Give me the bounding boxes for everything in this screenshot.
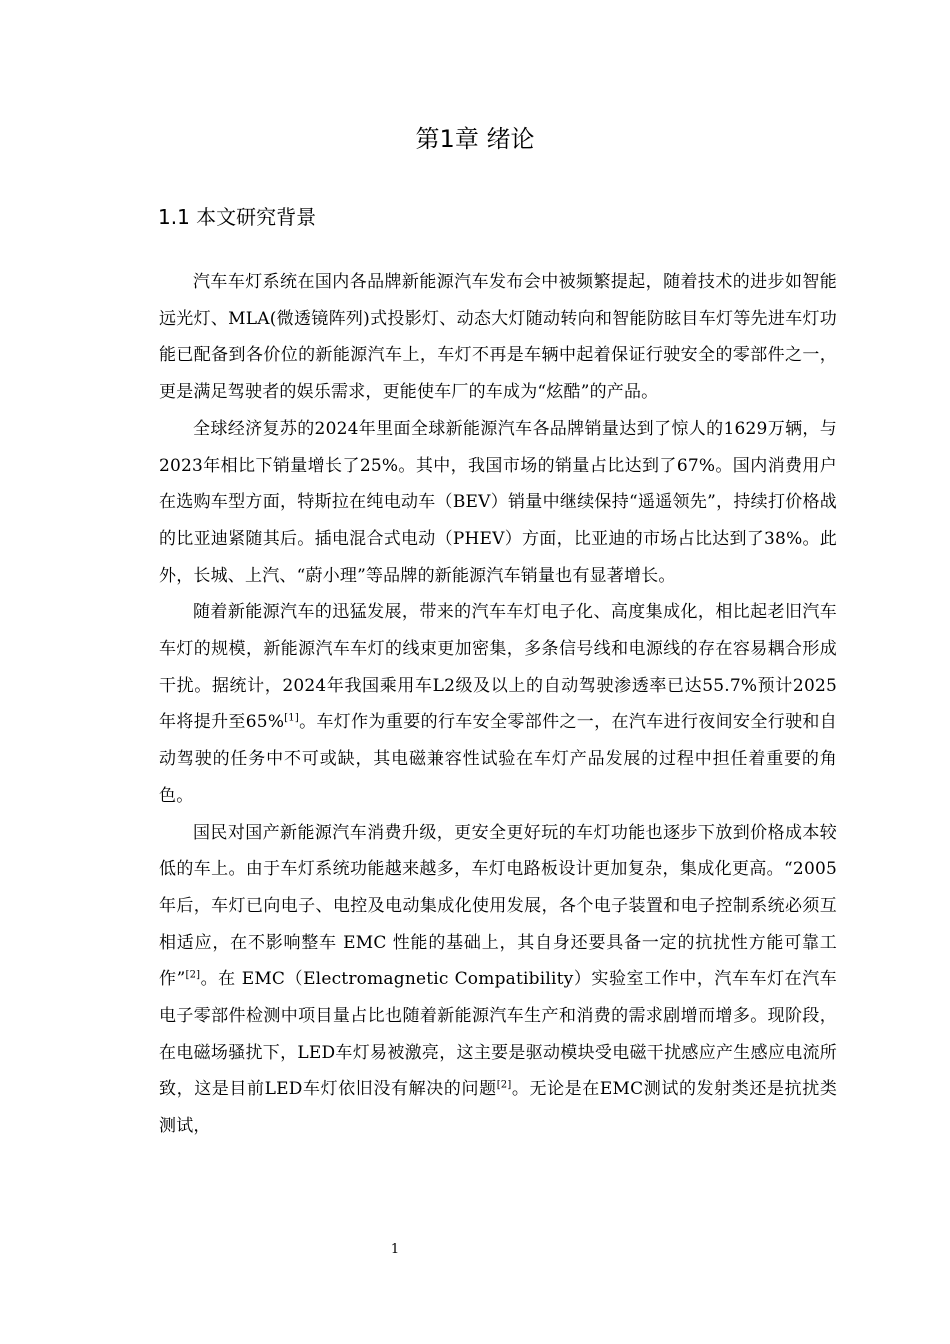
section-title: 1.1 本文研究背景 bbox=[158, 205, 317, 229]
citation-ref: [2] bbox=[185, 969, 201, 981]
paragraph-text: 。在 EMC（Electromagnetic Compatibility）实验室工作中，汽车车灯在汽车电子零部件检测中项目量占比也随着新能源汽车生产和消费的需求剧增而增多。现阶段，在电磁场骚扰下，LED车灯易被激亮，这主要是驱动模块受电磁干扰感应产生感应电流所致，这是目前LED车灯依旧没有解决的问题 bbox=[159, 969, 838, 1100]
paragraph-text: 国民对国产新能源汽车消费升级，更安全更好玩的车灯功能也逐步下放到价格成本较低的车上。由于车灯系统功能越来越多，车灯电路板设计更加复杂，集成化更高。“2005年后，车灯已向电子、电控及电动集成化使用发展，各个电子装置和电子控制系统必须互相适应，在不影响整车 EMC 性能的基础上，其自身还要具备一定的抗扰性方能可靠工作” bbox=[159, 822, 837, 990]
chapter-title: 第1章 绪论 bbox=[415, 125, 535, 153]
paragraph-emc-background bbox=[159, 815, 837, 1145]
body-text bbox=[159, 264, 837, 1145]
paragraph-text: 。车灯作为重要的行车安全零部件之一，在汽车进行夜间安全行驶和自动驾驶的任务中不可或缺，其电磁兼容性试验在车灯产品发展的过程中担任着重要的角色。 bbox=[159, 712, 837, 806]
paragraph-text: 。无论是在EMC测试的发射类还是抗扰类测试， bbox=[159, 1079, 838, 1137]
page-number: 1 bbox=[390, 1242, 400, 1257]
citation-ref: [2] bbox=[496, 1079, 512, 1091]
citation-ref: [1] bbox=[284, 712, 299, 724]
paragraph-electronics-trend bbox=[159, 594, 837, 814]
paragraph-sales-statistics: 全球经济复苏的2024年里面全球新能源汽车各品牌销量达到了惊人的1629万辆，与2023年相比下销量增长了25%。其中，我国市场的销量占比达到了67%。国内消费用户在选购车型方面，特斯拉在纯电动车（BEV）销量中继续保持“遥遥领先”，持续打价格战的比亚迪紧随其后。插电混合式电动（PHEV）方面，比亚迪的市场占比达到了38%。此外，长城、上汽、“蔚小理”等品牌的新能源汽车销量也有显著增长。 bbox=[159, 418, 837, 586]
paragraph-text: 随着新能源汽车的迅猛发展，带来的汽车车灯电子化、高度集成化，相比起老旧汽车车灯的规模，新能源汽车车灯的线束更加密集，多条信号线和电源线的存在容易耦合形成干扰。据统计，2024年我国乘用车L2级及以上的自动驾驶渗透率已达55.7%预计2025年将提升至65% bbox=[159, 602, 837, 733]
paragraph-car-light-intro: 汽车车灯系统在国内各品牌新能源汽车发布会中被频繁提起，随着技术的进步如智能远光灯、MLA(微透镜阵列)式投影灯、动态大灯随动转向和智能防眩目车灯等先进车灯功能已配备到各价位的新能源汽车上，车灯不再是车辆中起着保证行驶安全的零部件之一，更是满足驾驶者的娱乐需求，更能使车厂的车成为“炫酷”的产品。 bbox=[159, 272, 837, 403]
